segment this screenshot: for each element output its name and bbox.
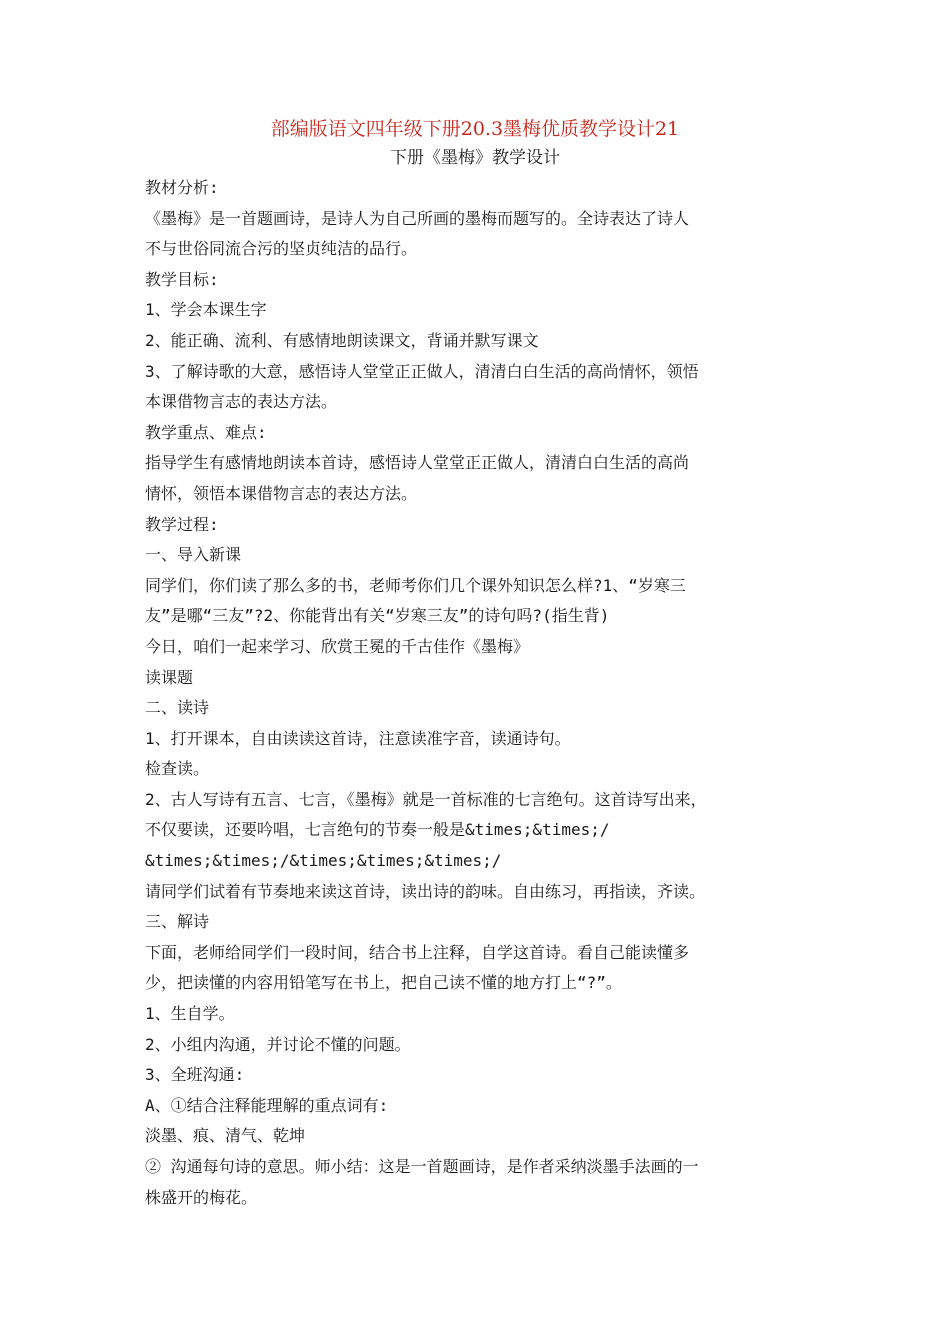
text-line: 教学重点、难点: bbox=[145, 422, 267, 442]
text-line: 1、学会本课生字 bbox=[145, 300, 267, 320]
text-line: 指导学生有感情地朗读本首诗，感悟诗人堂堂正正做人，清清白白生活的高尚 bbox=[145, 453, 690, 473]
text-line: 友”是哪“三友”?2、你能背出有关“岁寒三友”的诗句吗?(指生背) bbox=[145, 606, 610, 626]
text-line: 不仅要读，还要吟唱，七言绝句的节奏一般是&times;&times;/ bbox=[145, 820, 610, 840]
text-line: 读课题 bbox=[145, 667, 194, 687]
text-line: 2、能正确、流利、有感情地朗读课文，背诵并默写课文 bbox=[145, 330, 539, 350]
text-line: 教学目标: bbox=[145, 269, 219, 289]
text-line: 2、古人写诗有五言、七言，《墨梅》就是一首标准的七言绝句。这首诗写出来， bbox=[145, 789, 707, 809]
text-line: ② 沟通每句诗的意思。师小结：这是一首题画诗，是作者采纳淡墨手法画的一 bbox=[145, 1157, 699, 1176]
text-line: 株盛开的梅花。 bbox=[145, 1187, 258, 1207]
document-subtitle: 下册《墨梅》教学设计 bbox=[390, 148, 560, 168]
text-line: A、①结合注释能理解的重点词有: bbox=[145, 1095, 389, 1115]
text-line: &times;&times;/&times;&times;&times;/ bbox=[145, 851, 502, 871]
text-line: 《墨梅》是一首题画诗，是诗人为自己所画的墨梅而题写的。全诗表达了诗人 bbox=[145, 208, 690, 228]
text-line: 二、读诗 bbox=[145, 698, 210, 718]
text-line: 3、了解诗歌的大意，感悟诗人堂堂正正做人，清清白白生活的高尚情怀，领悟 bbox=[145, 361, 699, 381]
text-line: 今日，咱们一起来学习、欣赏王冕的千古佳作《墨梅》 bbox=[145, 636, 530, 656]
text-line: 淡墨、痕、清气、乾坤 bbox=[145, 1126, 306, 1146]
text-line: 下面，老师给同学们一段时间，结合书上注释，自学这首诗。看自己能读懂多 bbox=[145, 942, 690, 962]
text-line: 本课借物言志的表达方法。 bbox=[145, 392, 338, 412]
text-line: 情怀，领悟本课借物言志的表达方法。 bbox=[145, 483, 418, 503]
text-line: 1、生自学。 bbox=[145, 1004, 235, 1024]
text-line: 少，把读懂的内容用铅笔写在书上，把自己读不懂的地方打上“?”。 bbox=[145, 973, 622, 993]
text-line: 1、打开课本，自由读读这首诗，注意读准字音，读通诗句。 bbox=[145, 728, 571, 748]
text-line: 教学过程: bbox=[145, 514, 219, 534]
document-body bbox=[145, 173, 815, 1213]
text-line: 2、小组内沟通，并讨论不懂的问题。 bbox=[145, 1034, 411, 1054]
text-line: 检查读。 bbox=[145, 759, 210, 779]
text-line: 3、全班沟通: bbox=[145, 1065, 245, 1085]
document-title: 部编版语文四年级下册20.3墨梅优质教学设计21 bbox=[270, 118, 680, 140]
text-line: 一、导入新课 bbox=[145, 545, 242, 565]
text-line: 教材分析: bbox=[145, 178, 219, 197]
text-line: 三、解诗 bbox=[145, 912, 210, 932]
text-line: 请同学们试着有节奏地来读这首诗，读出诗的韵味。自由练习，再指读，齐读。 bbox=[145, 881, 706, 901]
text-line: 不与世俗同流合污的坚贞纯洁的品行。 bbox=[145, 239, 418, 259]
text-line: 同学们，你们读了那么多的书，老师考你们几个课外知识怎么样?1、“岁寒三 bbox=[145, 575, 686, 595]
